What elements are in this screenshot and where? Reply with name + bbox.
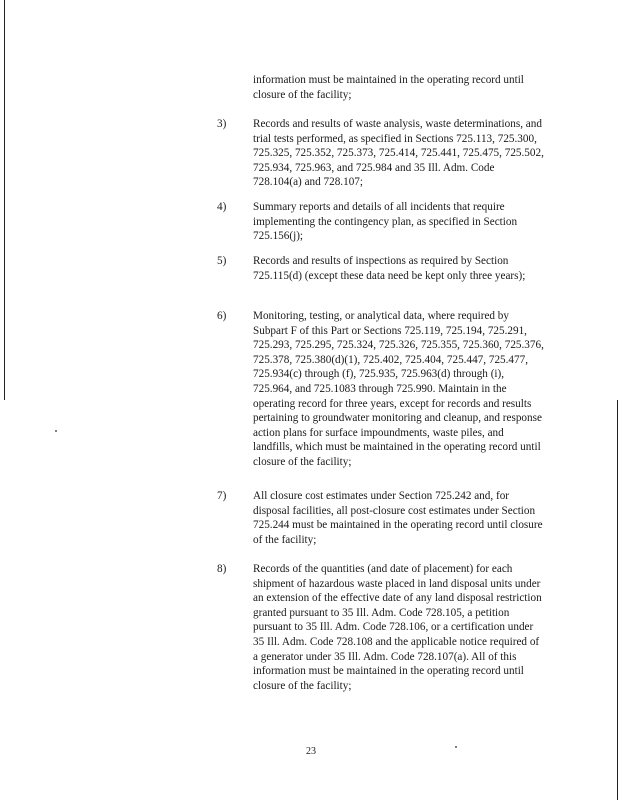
item-text: Monitoring, testing, or analytical data, where required by Subpart F of this Part or Sections 725.119, 725.194, 725.291, 725.293, 725.295, 725.324, 725.326, 725.355, 725.360, 725.376, 725.378, 725.380(d)(1), 725.402, 725.404, 725.447, 725.477, 725.934(c) through (f), 725.935, 725.963(d) through (i), 725.964, and 725.1083 through 725.990. Maintain in the operating record for three years, except for records and results pertaining to groundwater monitoring and cleanup, and response action plans for surface impoundments, waste piles, and landfills, which must be maintained in the operating record until closure of the facility; <box>253 310 544 468</box>
item-number: 7) <box>217 490 227 502</box>
scan-edge-left <box>4 0 5 400</box>
item-text: Summary reports and details of all incidents that require implementing the contingency plan, as specified in Section 725.156(j); <box>253 201 518 243</box>
item-text: All closure cost estimates under Section 725.242 and, for disposal facilities, all post-closure cost estimates under Section 725.244 must be maintained in the operating record until closure of the facility; <box>253 490 543 546</box>
item-text: Records and results of waste analysis, waste determinations, and trial tests performed, as specified in Sections 725.113, 725.300, 725.325, 725.352, 725.373, 725.414, 725.441, 725.475, 725.502, 725.934, 725.963, and 725.984 and 35 Ill. Adm. Code 728.104(a) and 728.107; <box>253 118 544 189</box>
item-number: 4) <box>217 201 227 213</box>
item-number: 6) <box>217 310 227 322</box>
scan-edge-right <box>617 400 618 800</box>
page-number: 23 <box>306 746 316 757</box>
item-number: 5) <box>217 255 227 267</box>
intro-paragraph: information must be maintained in the operating record until closure of the facility; <box>253 74 524 101</box>
item-number: 8) <box>217 563 227 575</box>
item-number: 3) <box>217 118 227 130</box>
item-text: Records and results of inspections as required by Section 725.115(d) (except these data need be kept only three years); <box>253 255 526 282</box>
item-text: Records of the quantities (and date of placement) for each shipment of hazardous waste placed in land disposal units under an extension of the effective date of any land disposal restriction granted pursuant to 35 Ill. Adm. Code 728.105, a petition pursuant to 35 Ill. Adm. Code 728.106, or a certification under 35 Ill. Adm. Code 728.108 and the applicable notice required of a generator under 35 Ill. Adm. Code 728.107(a). All of this information must be maintained in the operating record until closure of the facility; <box>253 563 542 692</box>
scan-speck <box>55 430 57 432</box>
